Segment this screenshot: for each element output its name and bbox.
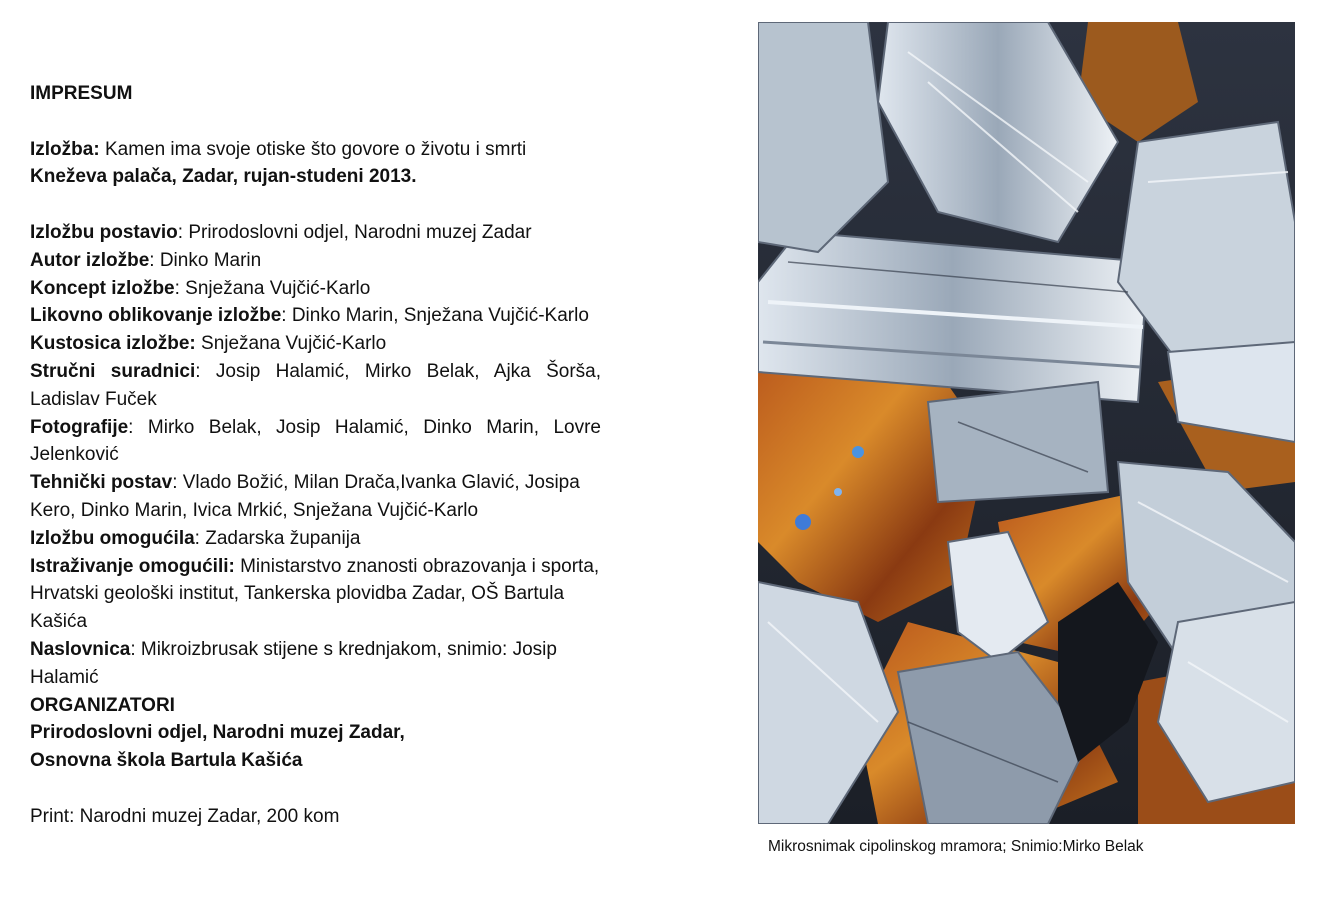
credit-entry: Likovno oblikovanje izložbe: Dinko Marin, Snježana Vujčić-Karlo (30, 305, 589, 327)
credit-entry: Istraživanje omogućili: Ministarstvo znanosti obrazovanja i sporta, Hrvatski geološki institut, Tankerska plovidba Zadar, OŠ Bartula Kašića (30, 555, 600, 633)
organizers-heading: ORGANIZATORI (30, 694, 175, 716)
organizer-1: Prirodoslovni odjel, Narodni muzej Zadar, (30, 722, 405, 744)
organizer-2: Osnovna škola Bartula Kašića (30, 750, 303, 772)
exhibition-label: Izložba: (30, 138, 100, 160)
credit-entry: Kustosica izložbe: Snježana Vujčić-Karlo (30, 333, 387, 355)
impressum-text (30, 80, 601, 831)
credit-entry: Tehnički postav: Vlado Božić, Milan Drača,Ivanka Glavić, Josipa Kero, Dinko Marin, Ivica Mrkić, Snježana Vujčić-Karlo (30, 472, 580, 521)
exhibition-title: Kamen ima svoje otiske što govore o životu i smrti (99, 138, 527, 160)
exhibition-line (30, 136, 601, 164)
marble-micrograph-photo (758, 22, 1295, 824)
credit-entry: Izložbu omogućila: Zadarska županija (30, 527, 361, 549)
credit-entry: Naslovnica: Mikroizbrusak stijene s krednjakom, snimio: Josip Halamić (30, 638, 557, 688)
credit-entry: Koncept izložbe: Snježana Vujčić-Karlo (30, 277, 371, 299)
credit-entry: Autor izložbe: Dinko Marin (30, 249, 262, 271)
credit-entry: Fotografije: Mirko Belak, Josip Halamić, Dinko Marin, Lovre Jelenković (30, 416, 601, 466)
impressum-heading: IMPRESUM (30, 83, 133, 104)
credit-entry: Izložbu postavio: Prirodoslovni odjel, Narodni muzej Zadar (30, 221, 532, 243)
photo-caption: Mikrosnimak cipolinskog mramora; Snimio:Mirko Belak (768, 838, 1144, 855)
micrograph-illustration (758, 22, 1295, 824)
print-info: Print: Narodni muzej Zadar, 200 kom (30, 805, 340, 827)
venue-line: Kneževa palača, Zadar, rujan-studeni 2013. (30, 166, 417, 188)
credit-entry: Stručni suradnici: Josip Halamić, Mirko Belak, Ajka Šorša, Ladislav Fuček (30, 360, 601, 410)
